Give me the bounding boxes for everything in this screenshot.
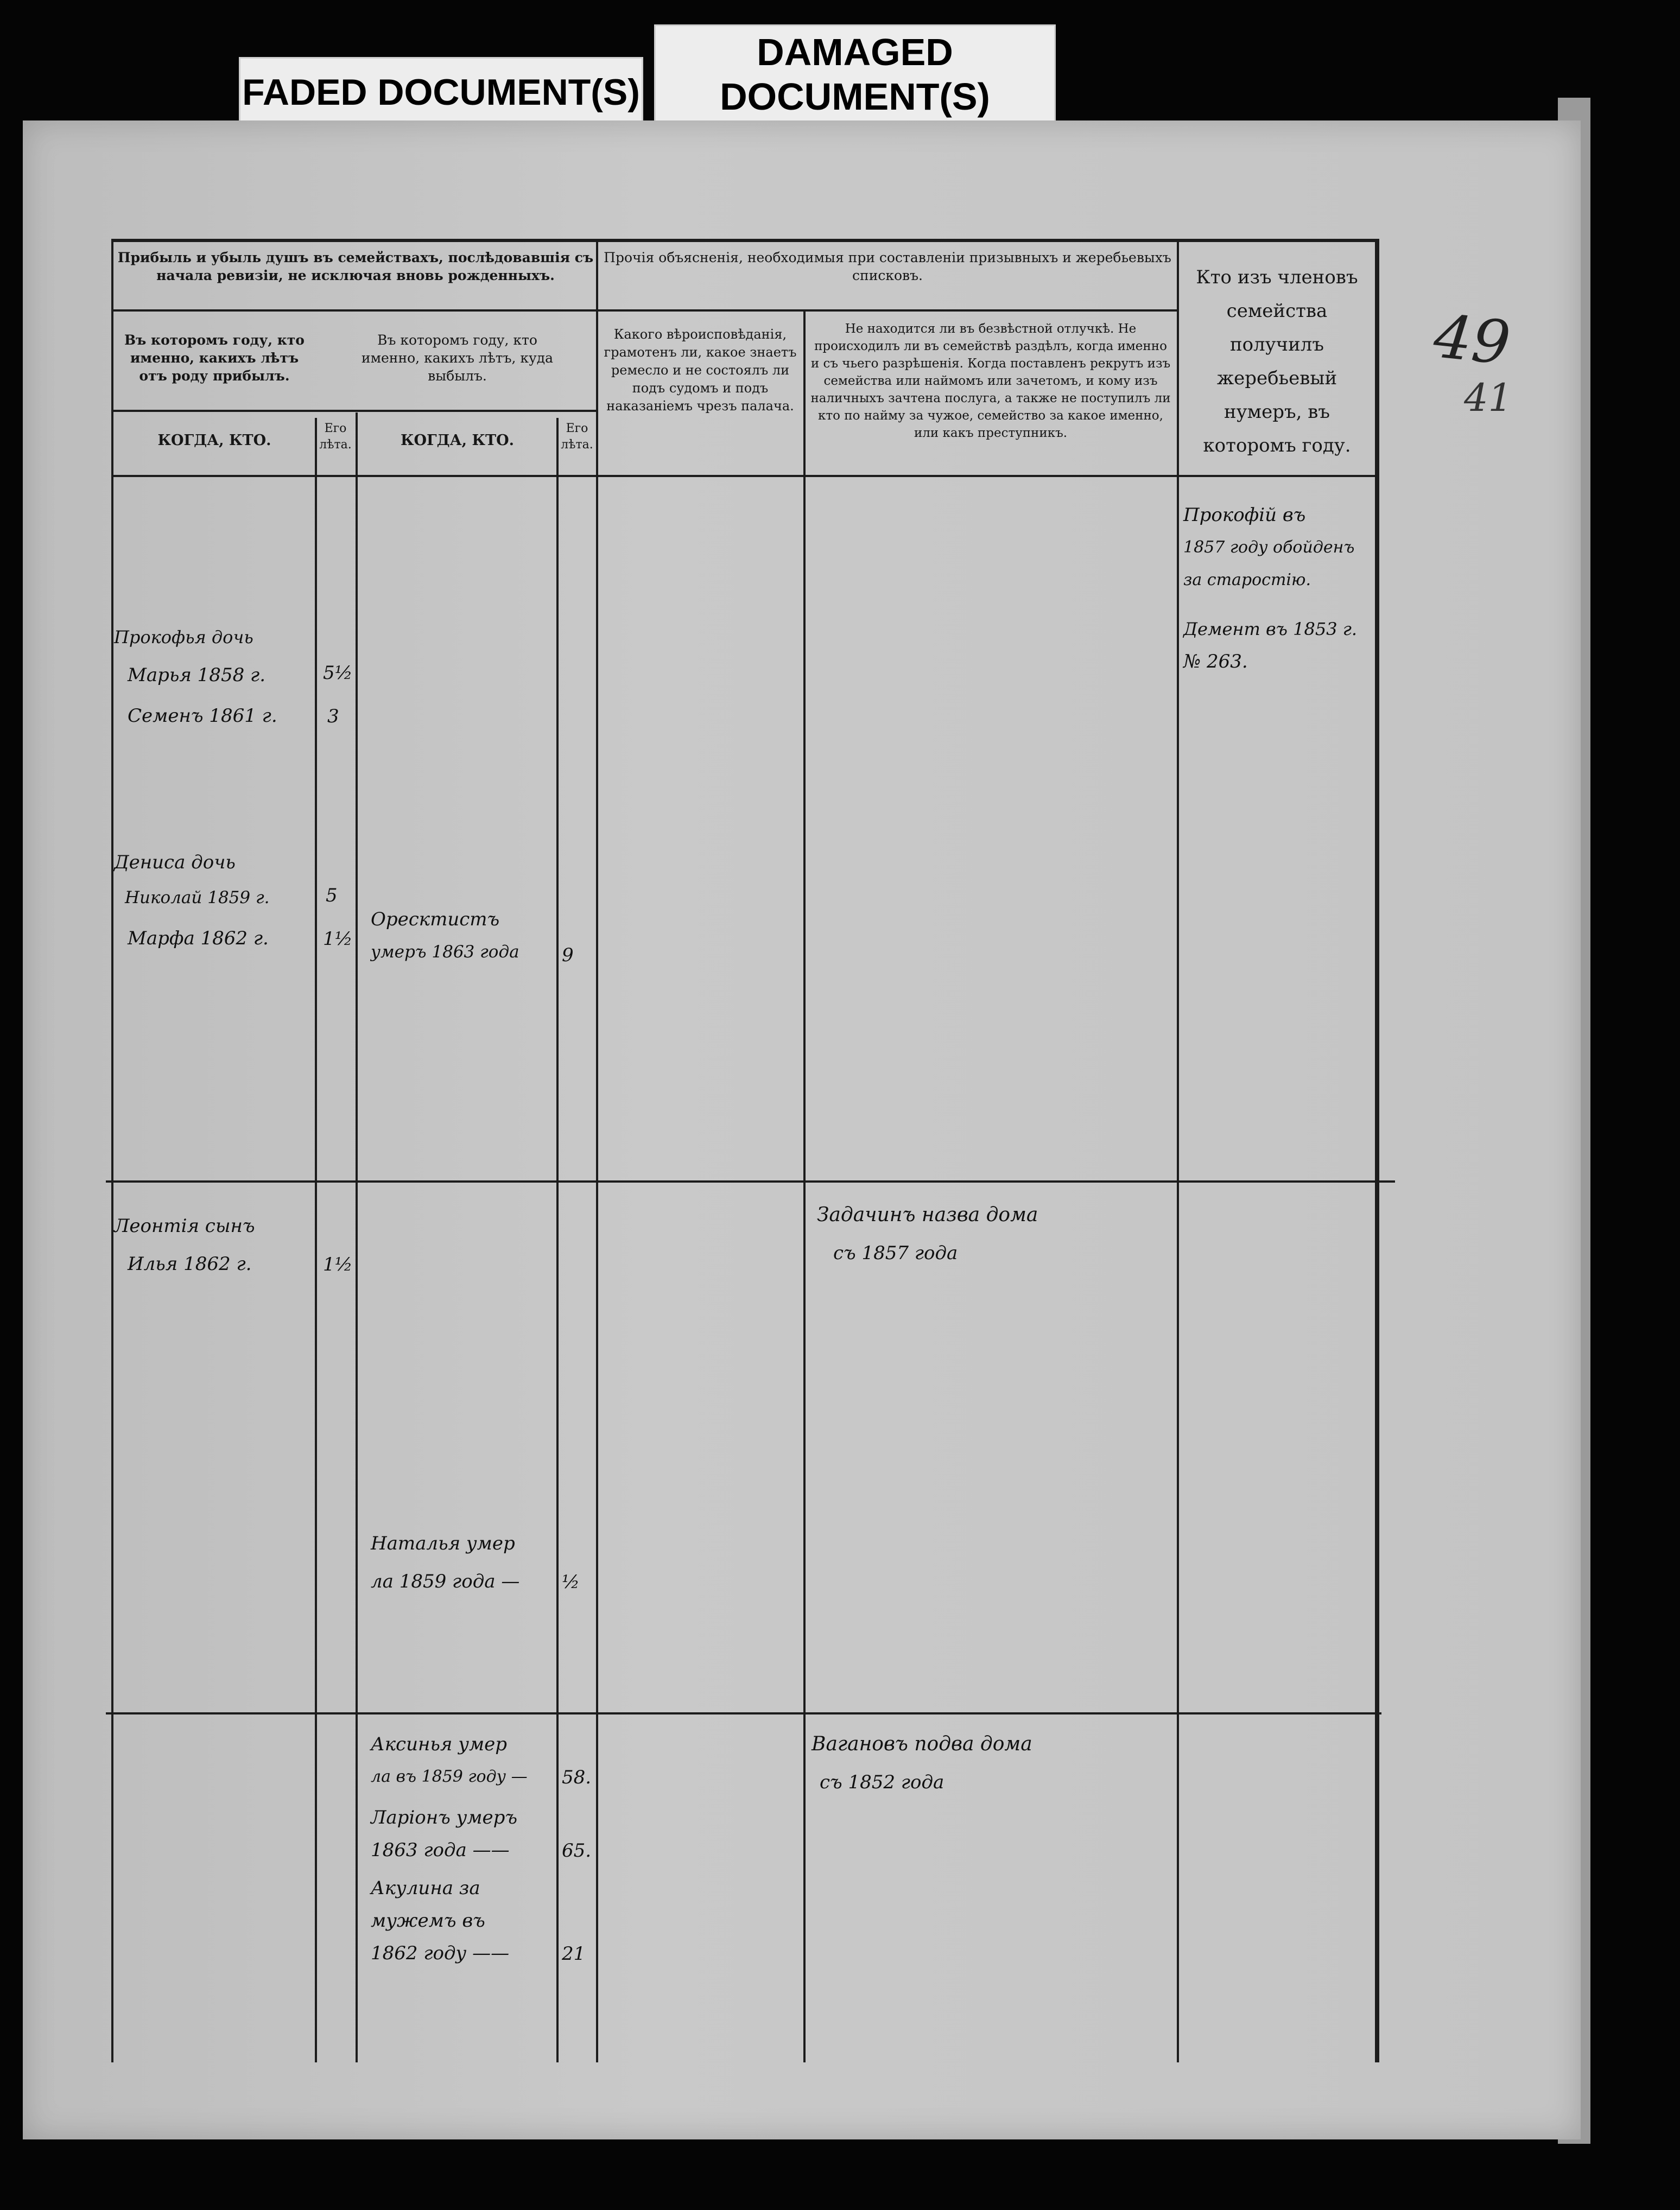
arrival-age: 5½ [323,662,353,684]
arrival-entry: Марфа 1862 г. [128,928,269,949]
household-separator [106,1712,1381,1714]
departure-age: 65. [562,1840,592,1862]
census-table [111,239,1379,2062]
arrival-entry: Марья 1858 г. [128,664,266,686]
column-line [1177,239,1179,2062]
arrival-entry: Николай 1859 г. [125,888,270,907]
departure-entry: ла 1859 года — [371,1571,520,1592]
arrival-entry: Илья 1862 г. [128,1253,252,1275]
absence-entry: съ 1852 года [820,1771,944,1793]
lot-entry: Прокофій въ [1183,504,1306,526]
column-line [803,309,806,2062]
absence-entry: съ 1857 года [833,1242,958,1264]
departure-entry: ла въ 1859 году — [371,1767,528,1786]
lot-entry: за старостію. [1183,570,1311,589]
header-arrived: Въ которомъ году, кто именно, какихъ лѣтъ отъ роду прибылъ. [124,332,305,384]
departure-entry: Наталья умер [371,1533,515,1554]
header-other-explanations: Прочія объясненія, необходимыя при составленіи призывныхъ и жеребьевыхъ списковъ. [604,250,1171,283]
departure-age: ½ [562,1571,580,1593]
arrival-entry: Семенъ 1861 г. [128,705,277,727]
header-age: Его лѣта. [319,422,352,452]
header-absence: Не находится ли въ безвѣстной отлучкѣ. Не происходилъ ли въ семействѣ раздѣлъ, когда именно и съ чьего разрѣшенія. Когда поставленъ рекрутъ изъ семейства или наймомъ или зачетомъ, и кому изъ наличныхъ зачтена послуга, а также не поступилъ ли кто по найму за чужое, семейство за какое именно, или какъ преступникъ. [810,322,1171,440]
page-number-sub: 41 [1464,376,1513,420]
header-bottom-border [111,475,1379,477]
household-separator [106,1180,1395,1183]
column-line [556,418,559,2062]
absence-entry: Вагановъ подва дома [812,1733,1032,1755]
header-arrivals-departures: Прибыль и убыль душъ въ семействахъ, послѣдовавшія съ начала ревизіи, не исключая вновь рожденныхъ. [117,250,594,283]
arrival-entry: Леонтія сынъ [114,1215,255,1237]
arrival-age: 1½ [323,1254,353,1275]
departure-age: 21 [562,1943,586,1965]
lot-entry: № 263. [1183,651,1248,672]
header-when-who: КОГДА, КТО. [400,432,515,449]
departure-age: 9 [562,944,574,966]
column-line [315,418,317,2062]
header-religion: Какого вѣроисповѣданія, грамотенъ ли, какое знаетъ ремесло и не состоялъ ли подъ судомъ и подъ наказаніемъ чрезъ палача. [604,327,797,414]
departure-entry: 1863 года —— [371,1839,510,1861]
arrival-entry: Прокофья дочь [114,627,253,647]
departure-entry: Оресктистъ [371,909,500,930]
departure-entry: Аксинья умер [371,1733,508,1755]
header-when-who: КОГДА, КТО. [157,432,271,449]
lot-entry: Демент въ 1853 г. [1183,619,1358,639]
header-departed: Въ которомъ году, кто именно, какихъ лѣтъ, куда выбылъ. [361,332,554,384]
departure-entry: 1862 году —— [371,1942,510,1964]
arrival-age: 5 [326,885,338,906]
damaged-document-label: DAMAGED DOCUMENT(S) [654,24,1056,122]
page-number: 49 [1430,301,1514,378]
departure-age: 58. [562,1767,592,1788]
column-line [596,239,598,2062]
header-divider [356,410,596,412]
departure-entry: Ларіонъ умеръ [371,1807,518,1828]
header-lot-number: Кто изъ членовъ семейства получилъ жеребьевый нумеръ, въ которомъ году. [1196,266,1358,456]
arrival-age: 3 [327,706,339,727]
header-divider [111,410,356,412]
arrival-age: 1½ [323,928,353,950]
table-top-border [111,239,1379,242]
faded-document-label: FADED DOCUMENT(S) [239,57,643,128]
header-divider [111,309,1177,312]
arrival-entry: Дениса дочь [114,852,236,873]
lot-entry: 1857 году обойденъ [1183,538,1355,557]
departure-entry: умеръ 1863 года [371,942,519,962]
header-age: Его лѣта. [561,422,593,452]
table-right-border [1375,239,1379,2062]
column-line [356,412,358,2062]
column-line [111,239,113,2062]
departure-entry: мужемъ въ [371,1910,485,1932]
absence-entry: Задачинъ назва дома [817,1204,1038,1226]
departure-entry: Акулина за [371,1877,480,1899]
